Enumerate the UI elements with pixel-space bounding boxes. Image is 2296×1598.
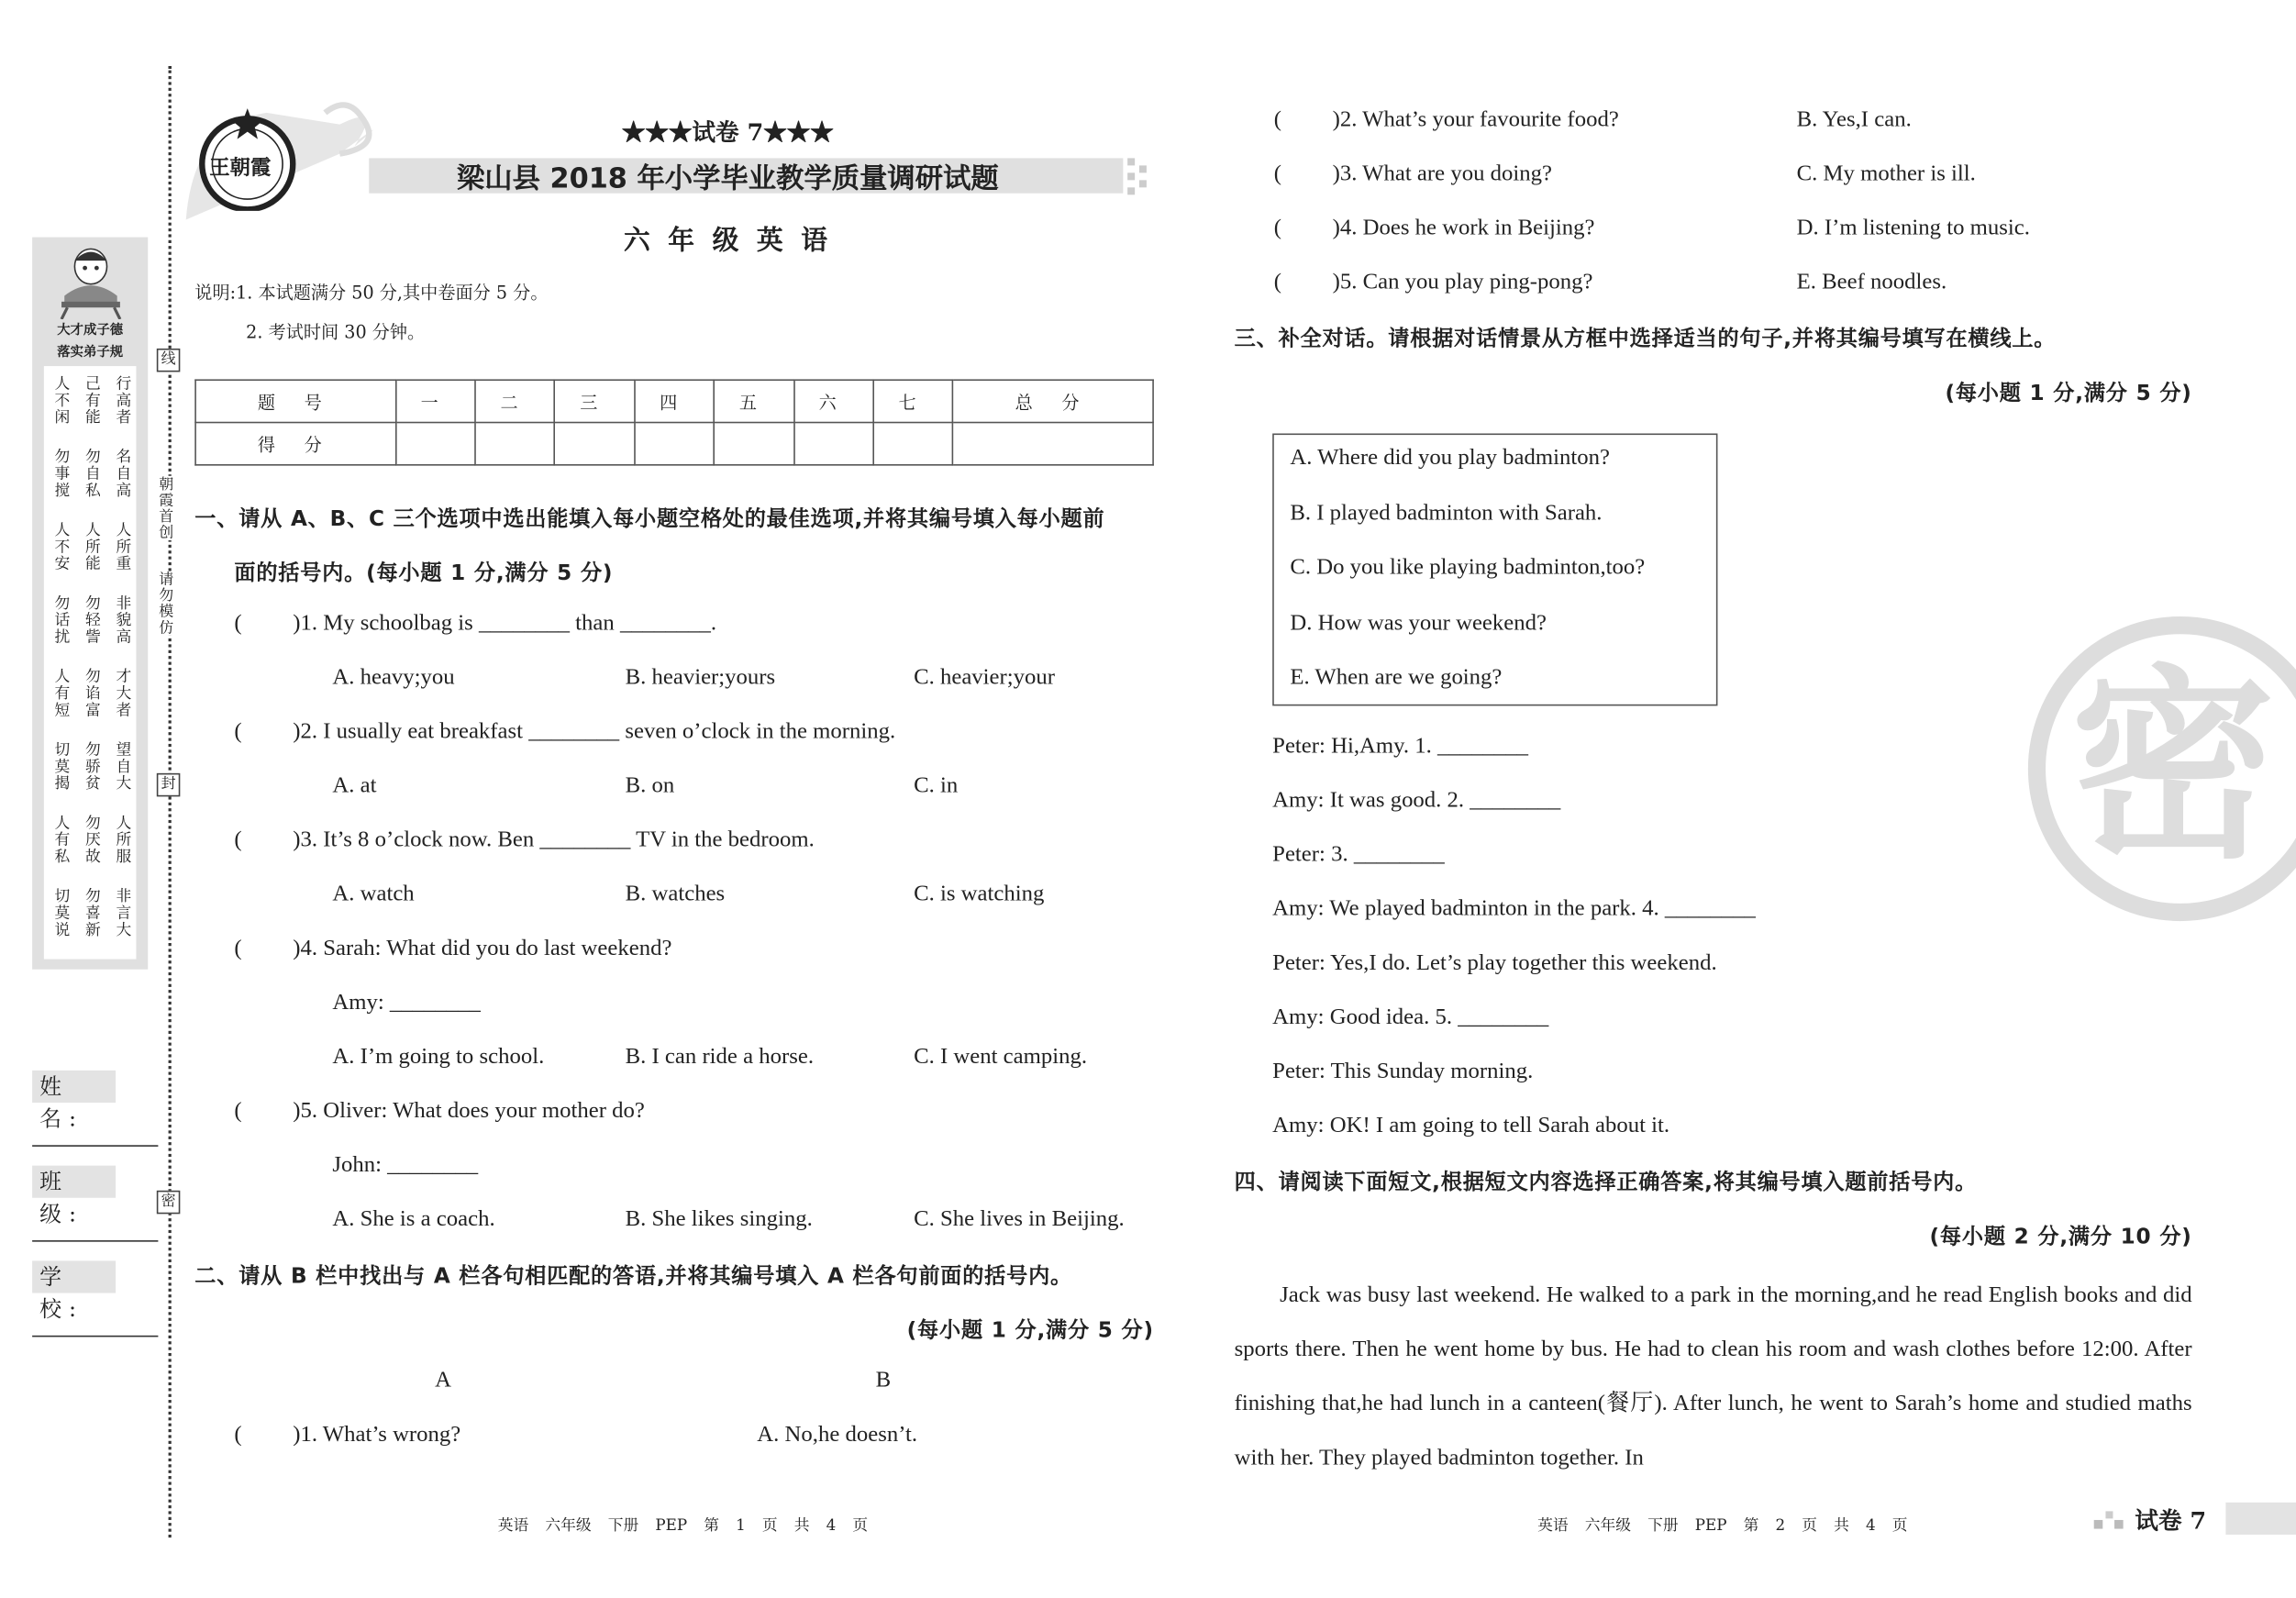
score-table-header-row [195,380,1153,422]
answer-paren-open: ( [234,1098,242,1124]
motto-column: 非貌高 [114,594,132,646]
exam-subtitle: 六 年 级 英 语 [623,225,832,257]
motto-column: 人有私 [52,814,71,865]
cell: 二 [475,380,555,422]
motto-column: 人所能 [83,521,102,572]
motto-group [52,815,131,865]
motto-group [52,594,131,645]
answer-paren-open: ( [1273,269,1282,294]
option-c: C. She lives in Beijing. [914,1206,1125,1232]
score-cell[interactable] [714,423,793,465]
secret-watermark [2026,615,2296,922]
options-box [1272,434,1717,706]
motto-column: 非言大 [114,887,132,938]
question-5: )5. Oliver: What does your mother do? [293,1098,645,1124]
question-2: )2. I usually eat breakfast ________ seven o’clock in the morning. [293,718,896,744]
motto-column: 人有短 [52,667,71,718]
motto-column: 望自大 [114,740,132,792]
cell: 三 [555,380,635,422]
motto-line-2: 落实弟子规 [57,345,124,361]
column-b-item: E. Beef noodles. [1796,269,1947,294]
motto-column: 勿喜新 [83,887,102,938]
section4-heading: 四、请阅读下面短文,根据短文内容选择正确答案,将其编号填入题前括号内。 [1234,1171,1978,1195]
score-cell[interactable] [555,423,635,465]
score-table [194,379,1154,465]
paper-number: ★★★试卷 7★★★ [621,118,834,147]
option-a: A. at [332,772,377,798]
question-reply: Amy: ________ [332,990,481,1015]
column-a-item: )3. What are you doing? [1332,161,1552,186]
name-field[interactable] [32,1145,158,1147]
question-1: )1. My schoolbag is ________ than ________. [293,610,717,636]
option-a: A. watch [332,881,415,907]
column-b-header: B [875,1367,892,1393]
option-b: B. watches [625,881,726,907]
score-cell[interactable] [873,423,953,465]
logo-text: 王朝霞 [209,156,272,181]
motto-group [52,668,131,718]
answer-paren-open: ( [234,1422,242,1448]
motto-line-1: 大才成子德 [57,323,124,338]
exam-title: 梁山县 2018 年小学毕业教学质量调研试题 [456,162,999,195]
reading-passage: Jack was busy last weekend. He walked to a park in the morning,and he read English books and did sports there. Then he went home by bus. He had to clean his room and wash clothes before 12:00. After finishing that,he had lunch in a canteen(餐厅). After lunch, he went to Sarah’s home and studied maths with her. They played badminton together. In [1234,1282,2192,1470]
motto-column: 切莫揭 [52,740,71,792]
footer-page-1: 英语 六年级 下册 PEP 第 1 页 共 4 页 [497,1516,869,1535]
question-4: )4. Sarah: What did you do last weekend? [293,936,672,961]
publisher-logo [194,105,300,211]
motto-group [52,521,131,572]
motto-column: 行高者 [114,374,132,426]
answer-paren-open: ( [1273,215,1282,240]
section3-score: (每小题 1 分,满分 5 分) [1945,382,2192,406]
footer-page-2: 英语 六年级 下册 PEP 第 2 页 共 4 页 [1537,1516,1908,1535]
dialogue-line: Amy: We played badminton in the park. 4. ________ [1272,895,1756,922]
answer-paren-open: ( [1273,106,1282,132]
dialogue-line: Peter: This Sunday morning. [1272,1059,1534,1084]
box-option: E. When are we going? [1290,664,1503,690]
box-option: B. I played badminton with Sarah. [1290,500,1603,526]
option-a: A. heavy;you [332,664,455,690]
column-b-item: B. Yes,I can. [1796,106,1912,132]
column-b-item: A. No,he doesn’t. [757,1422,918,1448]
score-cell[interactable] [635,423,715,465]
motto-group [52,741,131,792]
motto-column: 勿骄贫 [83,740,102,792]
motto-column: 切莫说 [52,887,71,938]
motto-column: 勿谄富 [83,667,102,718]
binding-dotted-line [169,66,172,1537]
section2-heading: 二、请从 B 栏中找出与 A 栏各句相匹配的答语,并将其编号填入 A 栏各句前面的括号内。 [194,1265,1072,1289]
student-cartoon-icon [56,243,127,319]
binding-notice-2: 请勿模仿 [152,572,174,636]
cell: 题 号 [195,380,395,422]
score-cell[interactable] [395,423,475,465]
motto-column: 己有能 [83,374,102,426]
cell: 总 分 [953,380,1153,422]
score-cell[interactable] [793,423,873,465]
column-a-item: )1. What’s wrong? [293,1422,461,1448]
column-a-header: A [435,1367,451,1393]
binding-notice-1: 朝霞首创 [152,476,174,540]
school-field[interactable] [32,1336,158,1337]
answer-paren-open: ( [234,610,242,636]
question-3: )3. It’s 8 o’clock now. Ben ________ TV in the bedroom. [293,827,815,853]
section2-score: (每小题 1 分,满分 5 分) [906,1319,1154,1343]
answer-paren-open: ( [234,827,242,853]
section1-heading-cont: 面的括号内。(每小题 1 分,满分 5 分) [234,561,614,586]
motto-group [52,448,131,498]
option-c: C. I went camping. [914,1044,1088,1070]
instruction-2: 2. 考试时间 30 分钟。 [246,322,426,343]
box-option: D. How was your weekend? [1290,609,1547,635]
score-cell[interactable] [475,423,555,465]
school-label: 学 校: [32,1260,116,1293]
cell: 六 [793,380,873,422]
class-field[interactable] [32,1240,158,1242]
column-b-item: C. My mother is ill. [1796,161,1976,186]
section3-heading: 三、补全对话。请根据对话情景从方框中选择适当的句子,并将其编号填写在横线上。 [1234,327,2057,352]
dialogue-line: Amy: OK! I am going to tell Sarah about it. [1272,1113,1670,1138]
answer-paren-open: ( [234,936,242,961]
option-c: C. in [914,772,959,798]
motto-column: 勿话扰 [52,594,71,646]
option-b: B. I can ride a horse. [625,1044,815,1070]
class-label: 班 级: [32,1166,116,1198]
column-a-item: )2. What’s your favourite food? [1332,106,1619,132]
motto-column: 勿轻訾 [83,594,102,646]
option-b: B. on [625,772,675,798]
box-option: A. Where did you play badminton? [1290,445,1610,471]
name-label: 姓 名: [32,1071,116,1103]
option-b: B. heavier;yours [625,664,776,690]
instruction-1: 说明:1. 本试题满分 50 分,其中卷面分 5 分。 [194,283,549,304]
dialogue-line: Peter: 3. ________ [1272,841,1445,868]
cell: 得 分 [195,423,395,465]
dialogue-line: Amy: Good idea. 5. ________ [1272,1004,1549,1030]
cell: 四 [635,380,715,422]
score-table-score-row [195,423,1153,465]
motto-column: 勿事搅 [52,448,71,499]
option-c: C. heavier;your [914,664,1056,690]
cell: 七 [873,380,953,422]
column-b-item: D. I’m listening to music. [1796,215,2030,240]
binding-mark-line: 线 [157,349,181,372]
motto-column: 人所服 [114,814,132,865]
column-a-item: )4. Does he work in Beijing? [1332,215,1595,240]
option-a: A. I’m going to school. [332,1044,545,1070]
score-cell[interactable] [953,423,1153,465]
motto-column: 人所重 [114,521,132,572]
option-c: C. is watching [914,881,1045,907]
section4-score: (每小题 2 分,满分 10 分) [1929,1226,2192,1249]
column-a-item: )5. Can you play ping-pong? [1332,269,1593,294]
motto-column: 名自高 [114,448,132,499]
paper-tag [2094,1503,2296,1535]
answer-paren-open: ( [1273,161,1282,186]
motto-group [52,887,131,938]
cell: 一 [395,380,475,422]
box-option: C. Do you like playing badminton,too? [1290,554,1646,581]
option-b: B. She likes singing. [625,1206,813,1232]
answer-paren-open: ( [234,718,242,744]
dialogue-line: Peter: Hi,Amy. 1. ________ [1272,733,1528,759]
section1-heading: 一、请从 A、B、C 三个选项中选出能填入每小题空格处的最佳选项,并将其编号填入每小题前 [194,507,1105,532]
binding-mark-seal: 封 [157,773,181,797]
cell: 五 [714,380,793,422]
motto-column: 人不安 [52,521,71,572]
paper-tag-label: 试卷 7 [2135,1506,2207,1535]
motto-column: 勿自私 [83,448,102,499]
watermark-char: 密 [2070,649,2276,888]
motto-sidebar [32,238,148,970]
motto-column: 勿厌故 [83,814,102,865]
binding-mark-secret: 密 [157,1191,181,1215]
motto-column: 人不闲 [52,374,71,426]
option-a: A. She is a coach. [332,1206,495,1232]
motto-column: 才大者 [114,667,132,718]
dialogue-line: Peter: Yes,I do. Let’s play together this weekend. [1272,949,1717,976]
motto-groups [44,366,137,960]
dialogue-line: Amy: It was good. 2. ________ [1272,787,1561,813]
motto-group [52,375,131,426]
question-reply: John: ________ [332,1152,479,1178]
